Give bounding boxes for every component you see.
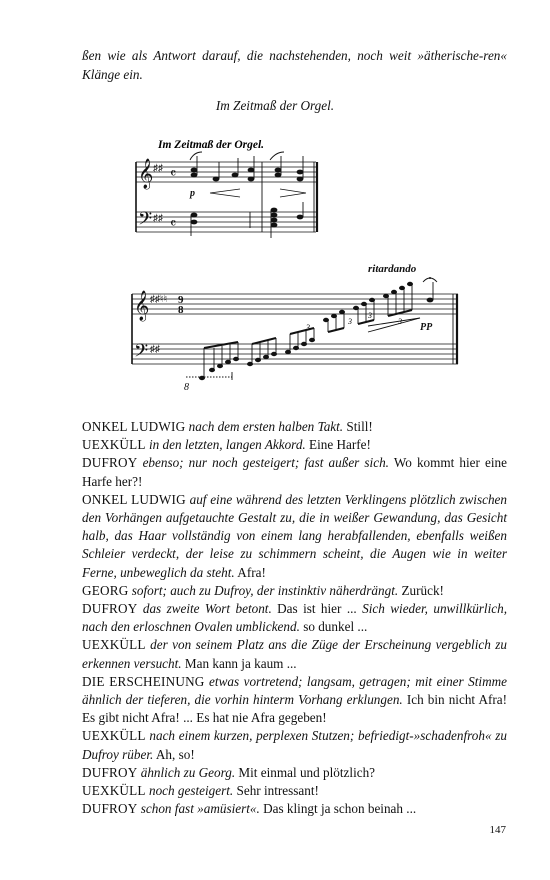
svg-text:𝄢: 𝄢 — [138, 208, 153, 233]
score-system-1 — [136, 152, 317, 238]
dynamic-pp: PP — [420, 322, 433, 333]
speech-text: Ah, so! — [155, 746, 195, 762]
triplet-marking: 3 — [348, 317, 352, 326]
score-system-2 — [132, 263, 458, 393]
stage-direction: noch gesteigert. — [148, 783, 234, 799]
dialogue-paragraph — [82, 491, 507, 582]
svg-text:♯♯: ♯♯ — [153, 163, 163, 174]
dialogue-paragraph — [82, 418, 507, 436]
intro-paragraph: ßen wie als Antwort darauf, die nachstehenden, noch weit »ätherische-ren« Klänge ein. — [82, 48, 507, 82]
dialogue-paragraph — [82, 436, 507, 454]
speech-text: Mit einmal und plötzlich? — [238, 764, 376, 780]
svg-text:𝄞: 𝄞 — [138, 159, 154, 188]
speaker-name: DIE ERSCHEINUNG — [82, 673, 205, 689]
speech-text: Das ist hier ... — [277, 601, 357, 617]
speech-text: Zurück! — [401, 582, 444, 598]
speaker-name: ONKEL LUDWIG — [82, 419, 186, 434]
dialogue-paragraph — [82, 600, 507, 636]
dialogue-paragraph — [82, 673, 507, 728]
dialogue-paragraph — [82, 800, 507, 818]
speech-text: Eine Harfe! — [309, 437, 371, 453]
music-score-illustration — [120, 132, 460, 394]
svg-text:♯♯♮♮: ♯♯♮♮ — [150, 294, 168, 305]
speaker-name: ONKEL LUDWIG — [82, 491, 186, 507]
triplet-marking: 3 — [306, 323, 310, 332]
score-header: Im Zeitmaß der Orgel. — [158, 139, 265, 151]
stage-direction: nach dem ersten halben Takt. — [188, 419, 344, 434]
svg-text:𝄢: 𝄢 — [134, 340, 149, 365]
dialogue-paragraph — [82, 782, 507, 800]
svg-text:𝄴: 𝄴 — [170, 217, 177, 232]
speaker-name: UEXKÜLL — [82, 783, 146, 799]
stage-direction: ähnlich zu Georg. — [140, 764, 236, 780]
speech-text: Still! — [346, 419, 373, 434]
stage-direction: in den letzten, langen Akkord. — [148, 437, 306, 453]
page-number: 147 — [489, 824, 506, 836]
stage-direction: auf eine während des letzten Verklingens plötzlich zwischen den Vorhängen aufgetauchte Gestalt zu, die in weißer Gewandung, das Gesicht halb, das Haar vollständig von einem lang herabfallenden, ebenfalls weißen Schleier verdeckt, der leise zu schimmern scheint, die Augen wie in weiter Ferne, unbeweglich da steht. — [82, 491, 507, 580]
speech-text: Sehr intressant! — [236, 783, 319, 799]
dialogue-paragraph — [82, 764, 507, 782]
speech-text: Wo kommt hier eine Harfe her?! — [82, 455, 507, 489]
music-caption: Im Zeitmaß der Orgel. — [215, 98, 335, 113]
speaker-name: DUFROY — [82, 764, 138, 780]
stage-direction: ebenso; nur noch gesteigert; fast außer sich. — [142, 455, 389, 471]
speech-text: Das klingt ja schon beinah ... — [263, 801, 417, 817]
dialogue-paragraph — [82, 582, 507, 600]
stage-direction: Sich wieder, unwillkürlich, nach den erloschnen Ovalen umblickend. — [82, 601, 507, 635]
speaker-name: UEXKÜLL — [82, 437, 146, 453]
speech-text: Afra! — [237, 564, 266, 580]
stage-direction: der von seinem Platz ans die Züge der Erscheinung vergeblich zu erkennen versucht. — [82, 637, 507, 671]
dialogue-paragraph — [82, 727, 507, 763]
svg-text:♯♯: ♯♯ — [153, 213, 163, 224]
speaker-name: DUFROY — [82, 601, 138, 617]
svg-text:8: 8 — [178, 304, 184, 316]
svg-text:𝄞: 𝄞 — [134, 291, 150, 320]
stage-direction: nach einem kurzen, perplexen Stutzen; befriedigt-»schadenfroh« zu Dufroy rüber. — [82, 728, 508, 762]
dialogue-text — [82, 418, 507, 818]
dialogue-paragraph — [82, 454, 507, 490]
speech-text: so dunkel ... — [303, 619, 368, 635]
ottava-marking: 8 — [184, 382, 189, 393]
speaker-name: UEXKÜLL — [82, 728, 146, 744]
dialogue-paragraph — [82, 636, 507, 672]
svg-text:♯♯: ♯♯ — [150, 344, 160, 355]
speech-text: Ich bin nicht Afra! Es gibt nicht Afra! ... Es hat nie Afra gegeben! — [82, 692, 508, 726]
speech-text: Man kann ja kaum ... — [184, 655, 297, 671]
speaker-name: DUFROY — [82, 801, 138, 817]
speaker-name: DUFROY — [82, 455, 138, 471]
stage-direction: sofort; auch zu Dufroy, der instinktiv näherdrängt. — [131, 582, 399, 598]
speaker-name: GEORG — [82, 582, 129, 598]
dynamic-p: p — [190, 188, 195, 199]
ritardando-marking: ritardando — [368, 263, 417, 275]
svg-text:9: 9 — [178, 294, 184, 306]
stage-direction: das zweite Wort betont. — [142, 601, 272, 617]
triplet-marking: 3 — [398, 317, 402, 326]
stage-direction: etwas vortretend; langsam, getragen; mit einer Stimme ähnlich der tieferen, die vorhin hinterm Vorhang erklungen. — [82, 673, 507, 708]
stage-direction: schon fast »amüsiert«. — [140, 801, 260, 817]
speaker-name: UEXKÜLL — [82, 637, 146, 653]
svg-text:𝄴: 𝄴 — [170, 167, 177, 182]
triplet-marking: 3 — [368, 311, 372, 320]
